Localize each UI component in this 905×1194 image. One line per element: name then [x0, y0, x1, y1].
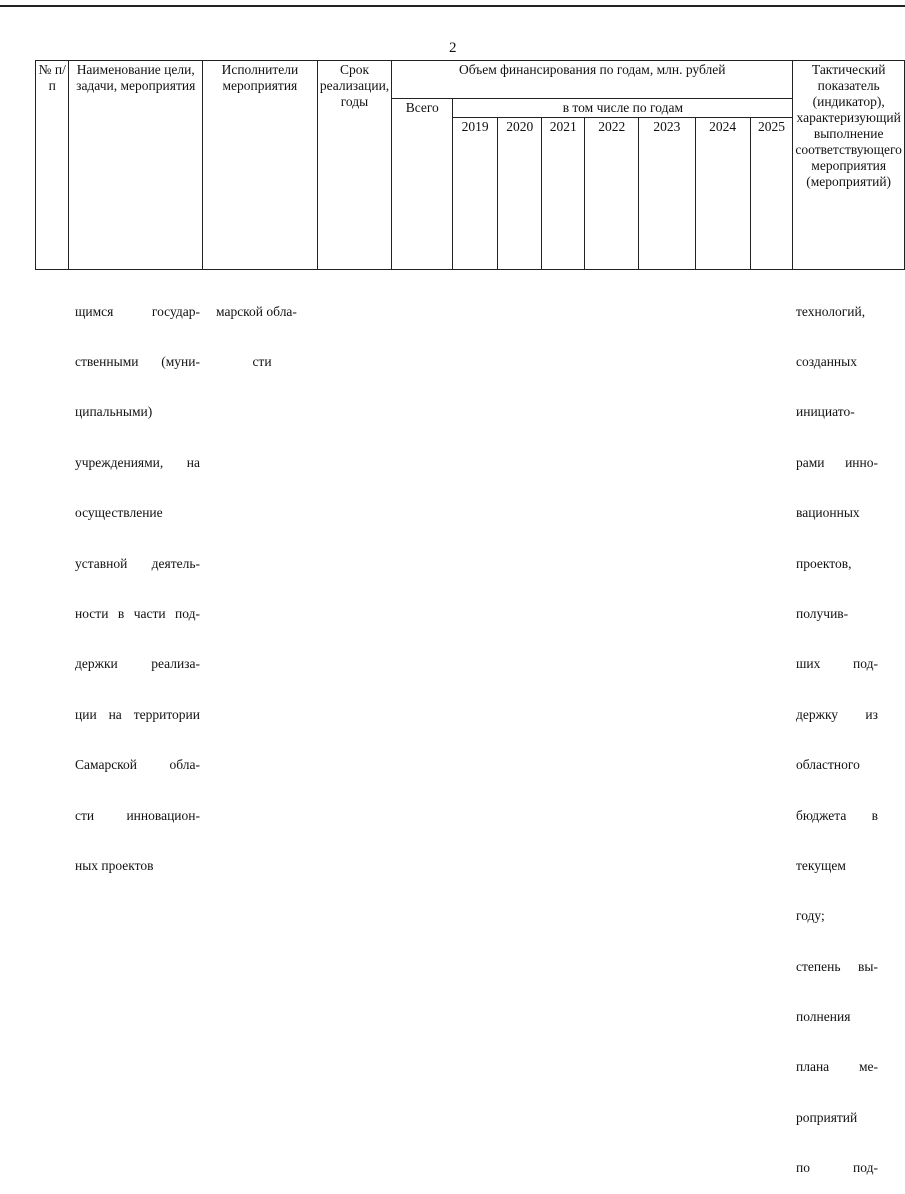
page-number: 2	[449, 40, 457, 56]
body-indicator-line: технологий,	[796, 303, 866, 319]
body-indicator-line: году;	[796, 908, 825, 924]
body-name-line: осуществление	[75, 505, 163, 521]
body-indicator-line: созданных	[796, 353, 857, 369]
body-indicator-line: рами инно-	[796, 454, 878, 470]
header-financing: Объем финансирования по годам, млн. рублей	[392, 61, 793, 99]
body-name-line: держки реализа-	[75, 656, 200, 672]
body-indicator-line: вационных	[796, 505, 860, 521]
body-name-line: уставной деятель-	[75, 555, 200, 571]
body-name-line: щимся государ-	[75, 303, 200, 319]
body-indicator-line: инициато-	[796, 404, 855, 420]
body-name-line: сти инновацион-	[75, 807, 200, 823]
year-2025: 2025	[750, 118, 793, 270]
header-num: № п/п	[36, 61, 69, 270]
body-indicator-line: плана ме-	[796, 1059, 878, 1075]
body-name-line: ственными (муни-	[75, 353, 200, 369]
body-indicator-text	[796, 270, 878, 1194]
body-name-text	[75, 270, 200, 891]
body-indicator-line: степень вы-	[796, 958, 878, 974]
year-2024: 2024	[695, 118, 750, 270]
body-indicator-line: держку из	[796, 706, 878, 722]
body-indicator-line: получив-	[796, 605, 849, 621]
body-indicator-line: проектов,	[796, 555, 852, 571]
year-2020: 2020	[497, 118, 542, 270]
year-2019: 2019	[453, 118, 498, 270]
header-executors: Исполнители мероприятия	[202, 61, 317, 270]
body-name-line: учреждениями, на	[75, 454, 200, 470]
body-indicator-line: полнения	[796, 1009, 851, 1025]
body-indicator-line: роприятий	[796, 1109, 858, 1125]
header-total: Всего	[392, 99, 453, 270]
header-table	[35, 60, 905, 270]
body-name-line: ности в части под-	[75, 605, 200, 621]
header-name: Наименование цели, задачи, мероприятия	[69, 61, 202, 270]
header-indicator: Тактический показатель (индикатор), характеризующий выполнение соответствующего мероприятия (мероприятий)	[793, 61, 905, 270]
year-2023: 2023	[639, 118, 695, 270]
body-name-line: Самарской обла-	[75, 757, 200, 773]
year-2021: 2021	[542, 118, 585, 270]
body-indicator-line: бюджета в	[796, 807, 878, 823]
body-executor-line: сти	[252, 353, 272, 369]
body-indicator-line: текущем	[796, 857, 846, 873]
body-executors-text	[216, 270, 308, 388]
header-period: Срок реализации, годы	[317, 61, 391, 270]
body-indicator-line: областного	[796, 757, 860, 773]
body-name-line: ции на территории	[75, 706, 200, 722]
year-2022: 2022	[585, 118, 639, 270]
body-name-line: ных проектов	[75, 857, 154, 873]
body-executor-line: марской обла-	[216, 303, 297, 319]
top-border-line	[0, 5, 905, 7]
body-indicator-line: по под-	[796, 1160, 878, 1176]
body-name-line: ципальными)	[75, 404, 153, 420]
body-indicator-line: ших под-	[796, 656, 878, 672]
header-incl-years: в том числе по годам	[453, 99, 793, 118]
